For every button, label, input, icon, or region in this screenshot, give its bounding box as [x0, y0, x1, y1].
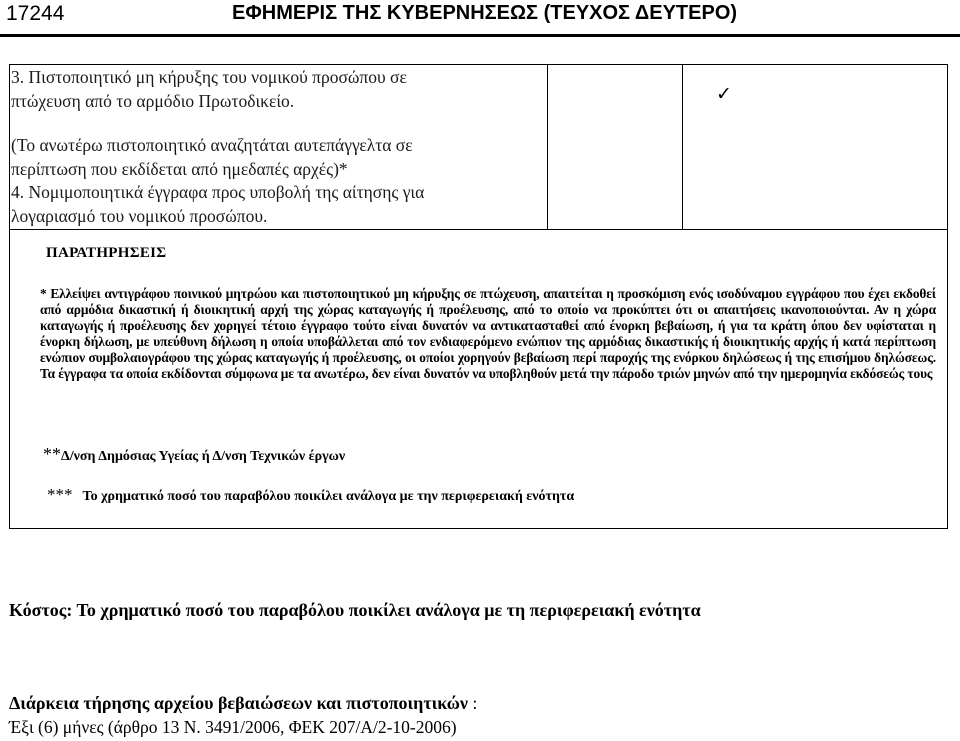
remarks-body: * Ελλείψει αντιγράφου ποινικού μητρώου και πιστοποιητικού μη κήρυξης σε πτώχευση, απαιτείται η προσκόμιση ενός ισοδύναμου εγγράφου που έχει εκδοθεί από αρμόδια δικαστική ή διοικητική αρχή της χώρας καταγωγής ή προέλευσης, από το οποίο να προκύπτει ότι οι απαιτήσεις ικανοποιούνται. Αν η χώρα καταγωγής ή προέλευσης δεν χορηγεί τέτοιο έγγραφο τούτο είναι δυνατόν να αντικατασταθεί από ένορκη βεβαίωση, ή για τα κράτη όπου δεν υφίσταται η ένορκη δήλωση, με υπεύθυνη δήλωση η οποία υποβάλλεται από τον ενδιαφερόμενο ενώπιον της αρμόδιας δικαστικής ή διοικητικής αρχής ή κατά περίπτωση ενώπιον συμβολαιογράφου της χώρας καταγωγής ή προέλευσης, οι οποίοι χορηγούν βεβαίωση περί παροχής της ενόρκου δηλώσεως ή της επισήμου δηλώσεως. Τα έγγραφα τα οποία εκδίδονται σύμφωνα με τα ανωτέρω, δεν είναι δυνατόν να υποβληθούν μετά την πάροδο τριών μηνών από την ημερομηνία εκδόσεώς τους	[40, 286, 936, 381]
cost-statement: Κόστος: Το χρηματικό ποσό του παραβόλου ποικίλει ανάλογα με τη περιφερειακή ενότητα	[9, 600, 701, 620]
requirement-4-line-1: 4. Νομιμοποιητικά έγγραφα προς υποβολή της αίτησης για	[11, 182, 425, 202]
table-column-divider	[547, 64, 548, 229]
requirement-4	[11, 181, 424, 228]
note2-mark: **	[43, 444, 61, 464]
requirement-3-note-line-2: περίπτωση που εκδίδεται από ημεδαπές αρχές)*	[11, 158, 348, 179]
requirement-3-note-line-1: (Το ανωτέρω πιστοποιητικό αναζητάται αυτεπάγγελτα σε	[11, 135, 413, 155]
page-header	[0, 0, 960, 34]
gazette-title: ΕΦΗΜΕΡΙΣ ΤΗΣ ΚΥΒΕΡΝΗΣΕΩΣ (ΤΕΥΧΟΣ ΔΕΥΤΕΡΟ)	[232, 2, 738, 24]
table-column-divider-2	[682, 64, 683, 229]
requirement-3-note	[11, 134, 413, 181]
requirement-3-line-1: 3. Πιστοποιητικό μη κήρυξης του νομικού προσώπου σε	[11, 67, 407, 87]
requirement-3-line-2: πτώχευση από το αρμόδιο Πρωτοδικείο.	[11, 90, 295, 111]
note-double-asterisk	[43, 444, 345, 465]
retention-label	[9, 693, 477, 714]
retention-label-text: Διάρκεια τήρησης αρχείου βεβαιώσεων και πιστοποιητικών	[9, 693, 468, 713]
note-triple-asterisk	[47, 485, 574, 505]
header-divider	[0, 34, 960, 37]
note3-mark: ***	[47, 485, 73, 504]
check-icon: ✓	[716, 83, 732, 105]
remarks-title: ΠΑΡΑΤΗΡΗΣΕΙΣ	[46, 245, 167, 261]
retention-label-suffix: :	[467, 693, 478, 713]
table-row-divider	[9, 229, 948, 230]
requirement-3	[11, 66, 407, 113]
note2-text: Δ/νση Δημόσιας Υγείας ή Δ/νση Τεχνικών έργων	[61, 449, 346, 464]
requirement-4-line-2: λογαριασμό του νομικού προσώπου.	[11, 205, 268, 226]
page-number: 17244	[6, 2, 65, 25]
note3-text: Το χρηματικό ποσό του παραβόλου ποικίλει ανάλογα με την περιφερειακή ενότητα	[82, 489, 575, 504]
retention-value: Έξι (6) μήνες (άρθρο 13 Ν. 3491/2006, ΦΕΚ 207/Α/2-10-2006)	[9, 717, 457, 737]
